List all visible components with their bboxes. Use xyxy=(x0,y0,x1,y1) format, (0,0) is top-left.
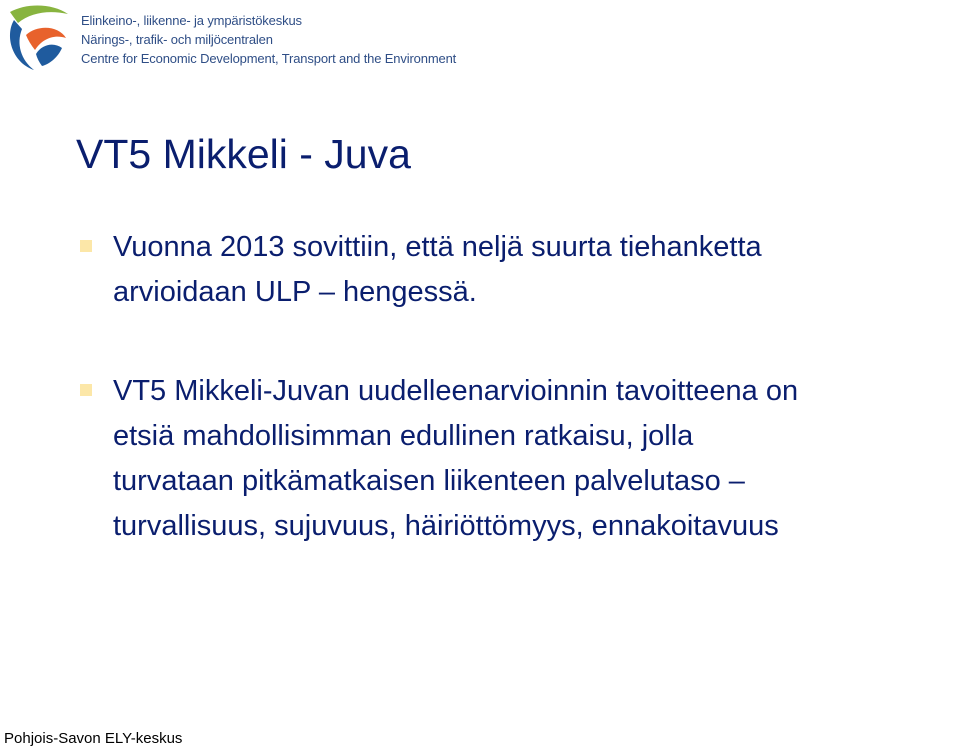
bullet-text-line: etsiä mahdollisimman edullinen ratkaisu, jolla xyxy=(113,420,694,452)
slide-title: VT5 Mikkeli - Juva xyxy=(76,131,411,177)
org-name-en: Centre for Economic Development, Transport and the Environment xyxy=(81,51,457,66)
bullet-item xyxy=(113,369,958,549)
square-bullet-icon xyxy=(80,384,92,396)
bullet-text-line: VT5 Mikkeli-Juvan uudelleenarvioinnin tavoitteena on xyxy=(113,375,799,407)
org-name-sv: Närings-, trafik- och miljöcentralen xyxy=(81,32,273,47)
org-name-fi: Elinkeino-, liikenne- ja ympäristökeskus xyxy=(81,13,302,28)
organization-names xyxy=(81,11,456,68)
ely-centre-logo xyxy=(4,2,72,72)
square-bullet-icon xyxy=(80,240,92,252)
bullet-text-line: turvallisuus, sujuvuus, häiriöttömyys, ennakoitavuus xyxy=(113,510,779,542)
header xyxy=(0,0,960,80)
bullet-text-line: Vuonna 2013 sovittiin, että neljä suurta tiehanketta xyxy=(113,231,762,263)
bullet-text-line: turvataan pitkämatkaisen liikenteen palvelutaso – xyxy=(113,465,745,497)
footer-organization: Pohjois-Savon ELY-keskus xyxy=(4,730,183,747)
bullet-item xyxy=(113,225,958,315)
bullet-text-line: arvioidaan ULP – hengessä. xyxy=(113,276,477,308)
